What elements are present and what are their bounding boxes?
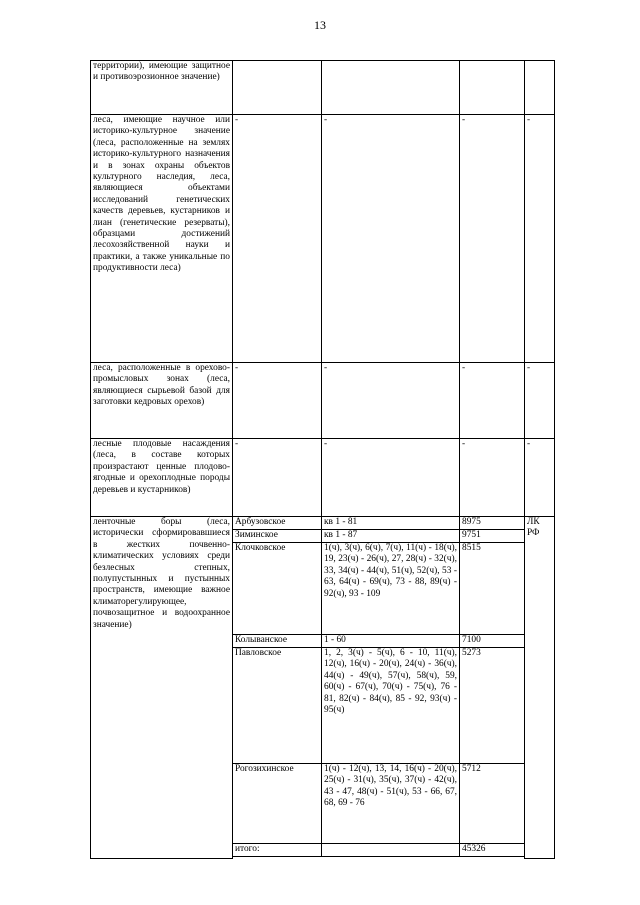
forestry-cell: Павловское	[233, 648, 322, 764]
table-row	[91, 517, 555, 530]
quarters-cell: кв 1 - 81	[322, 517, 460, 530]
forestry-cell: Колыванское	[233, 635, 322, 648]
area-cell: 7100	[460, 635, 525, 648]
area-cell: 5712	[460, 764, 525, 844]
basis-cell: -	[525, 363, 555, 439]
quarters-cell: 1(ч), 3(ч), 6(ч), 7(ч), 11(ч) - 18(ч), 19, 23(ч) - 26(ч), 27, 28(ч) - 32(ч), 33, 34(ч) - 44(ч), 51(ч), 52(ч), 53 - 63, 64(ч) - 69(ч), 73 - 88, 89(ч) - 92(ч), 93 - 109	[322, 543, 460, 635]
table-row	[91, 115, 555, 363]
category-cell: леса, расположенные в орехово-промысловых зонах (леса, являющиеся сырьевой базой для заготовки кедровых орехов)	[91, 363, 233, 439]
forestry-cell: -	[233, 439, 322, 517]
quarters-cell: 1 - 60	[322, 635, 460, 648]
category-cell: леса, имеющие научное или историко-культурное значение (леса, расположенные на землях историко-культурного назначения и в зонах охраны объектов культурного наследия, леса, являющиеся объектами исследований генетических качеств деревьев, кустарников и лиан (генетические резерваты), образцами достижений лесохозяйственной науки и практики, а также уникальные по продуктивности леса)	[91, 115, 233, 363]
forestry-cell: Клочковское	[233, 543, 322, 635]
quarters-cell	[322, 844, 460, 857]
forestry-cell: -	[233, 363, 322, 439]
basis-cell: -	[525, 439, 555, 517]
category-cell: ленточные боры (леса, исторически сформировавшиеся в жестких почвенно-климатических условиях среди безлесных степных, полупустынных и пустынных пространств, имеющие важное климаторегулирующее, почвозащитное и водоохранное значение)	[91, 517, 233, 859]
area-cell: 9751	[460, 530, 525, 543]
area-cell: -	[460, 363, 525, 439]
quarters-cell: 1, 2, 3(ч) - 5(ч), 6 - 10, 11(ч), 12(ч), 16(ч) - 20(ч), 24(ч) - 36(ч), 44(ч) - 49(ч), 57(ч), 58(ч), 59, 60(ч) - 67(ч), 70(ч) - 75(ч), 76 - 81, 82(ч) - 84(ч), 85 - 92, 93(ч) - 95(ч)	[322, 648, 460, 764]
area-cell: 8515	[460, 543, 525, 635]
area-cell: 8975	[460, 517, 525, 530]
area-cell: 5273	[460, 648, 525, 764]
area-cell	[460, 61, 525, 115]
forestry-cell: Арбузовское	[233, 517, 322, 530]
forest-table	[90, 60, 555, 859]
forestry-cell: Зиминское	[233, 530, 322, 543]
basis-cell: ЛК РФ	[525, 517, 555, 859]
table-row	[91, 439, 555, 517]
forestry-cell: -	[233, 115, 322, 363]
area-cell: -	[460, 115, 525, 363]
quarters-cell: -	[322, 439, 460, 517]
forestry-cell: Рогозихинское	[233, 764, 322, 844]
table-row	[91, 363, 555, 439]
area-cell: -	[460, 439, 525, 517]
basis-cell	[525, 61, 555, 115]
quarters-cell: 1(ч) - 12(ч), 13, 14, 16(ч) - 20(ч), 25(ч) - 31(ч), 35(ч), 37(ч) - 42(ч), 43 - 47, 48(ч) - 51(ч), 53 - 66, 67, 68, 69 - 76	[322, 764, 460, 844]
page-number: 13	[314, 18, 326, 32]
quarters-cell	[322, 61, 460, 115]
table-row	[91, 61, 555, 115]
total-area: 45326	[460, 844, 525, 857]
category-cell: территории), имеющие защитное и противоэрозионное значение)	[91, 61, 233, 115]
forestry-cell	[233, 61, 322, 115]
quarters-cell: -	[322, 363, 460, 439]
total-label: итого:	[233, 844, 322, 857]
basis-cell: -	[525, 115, 555, 363]
quarters-cell: кв 1 - 87	[322, 530, 460, 543]
category-cell: лесные плодовые насаждения (леса, в составе которых произрастают ценные плодово-ягодные и орехоплодные породы деревьев и кустарников)	[91, 439, 233, 517]
quarters-cell: -	[322, 115, 460, 363]
